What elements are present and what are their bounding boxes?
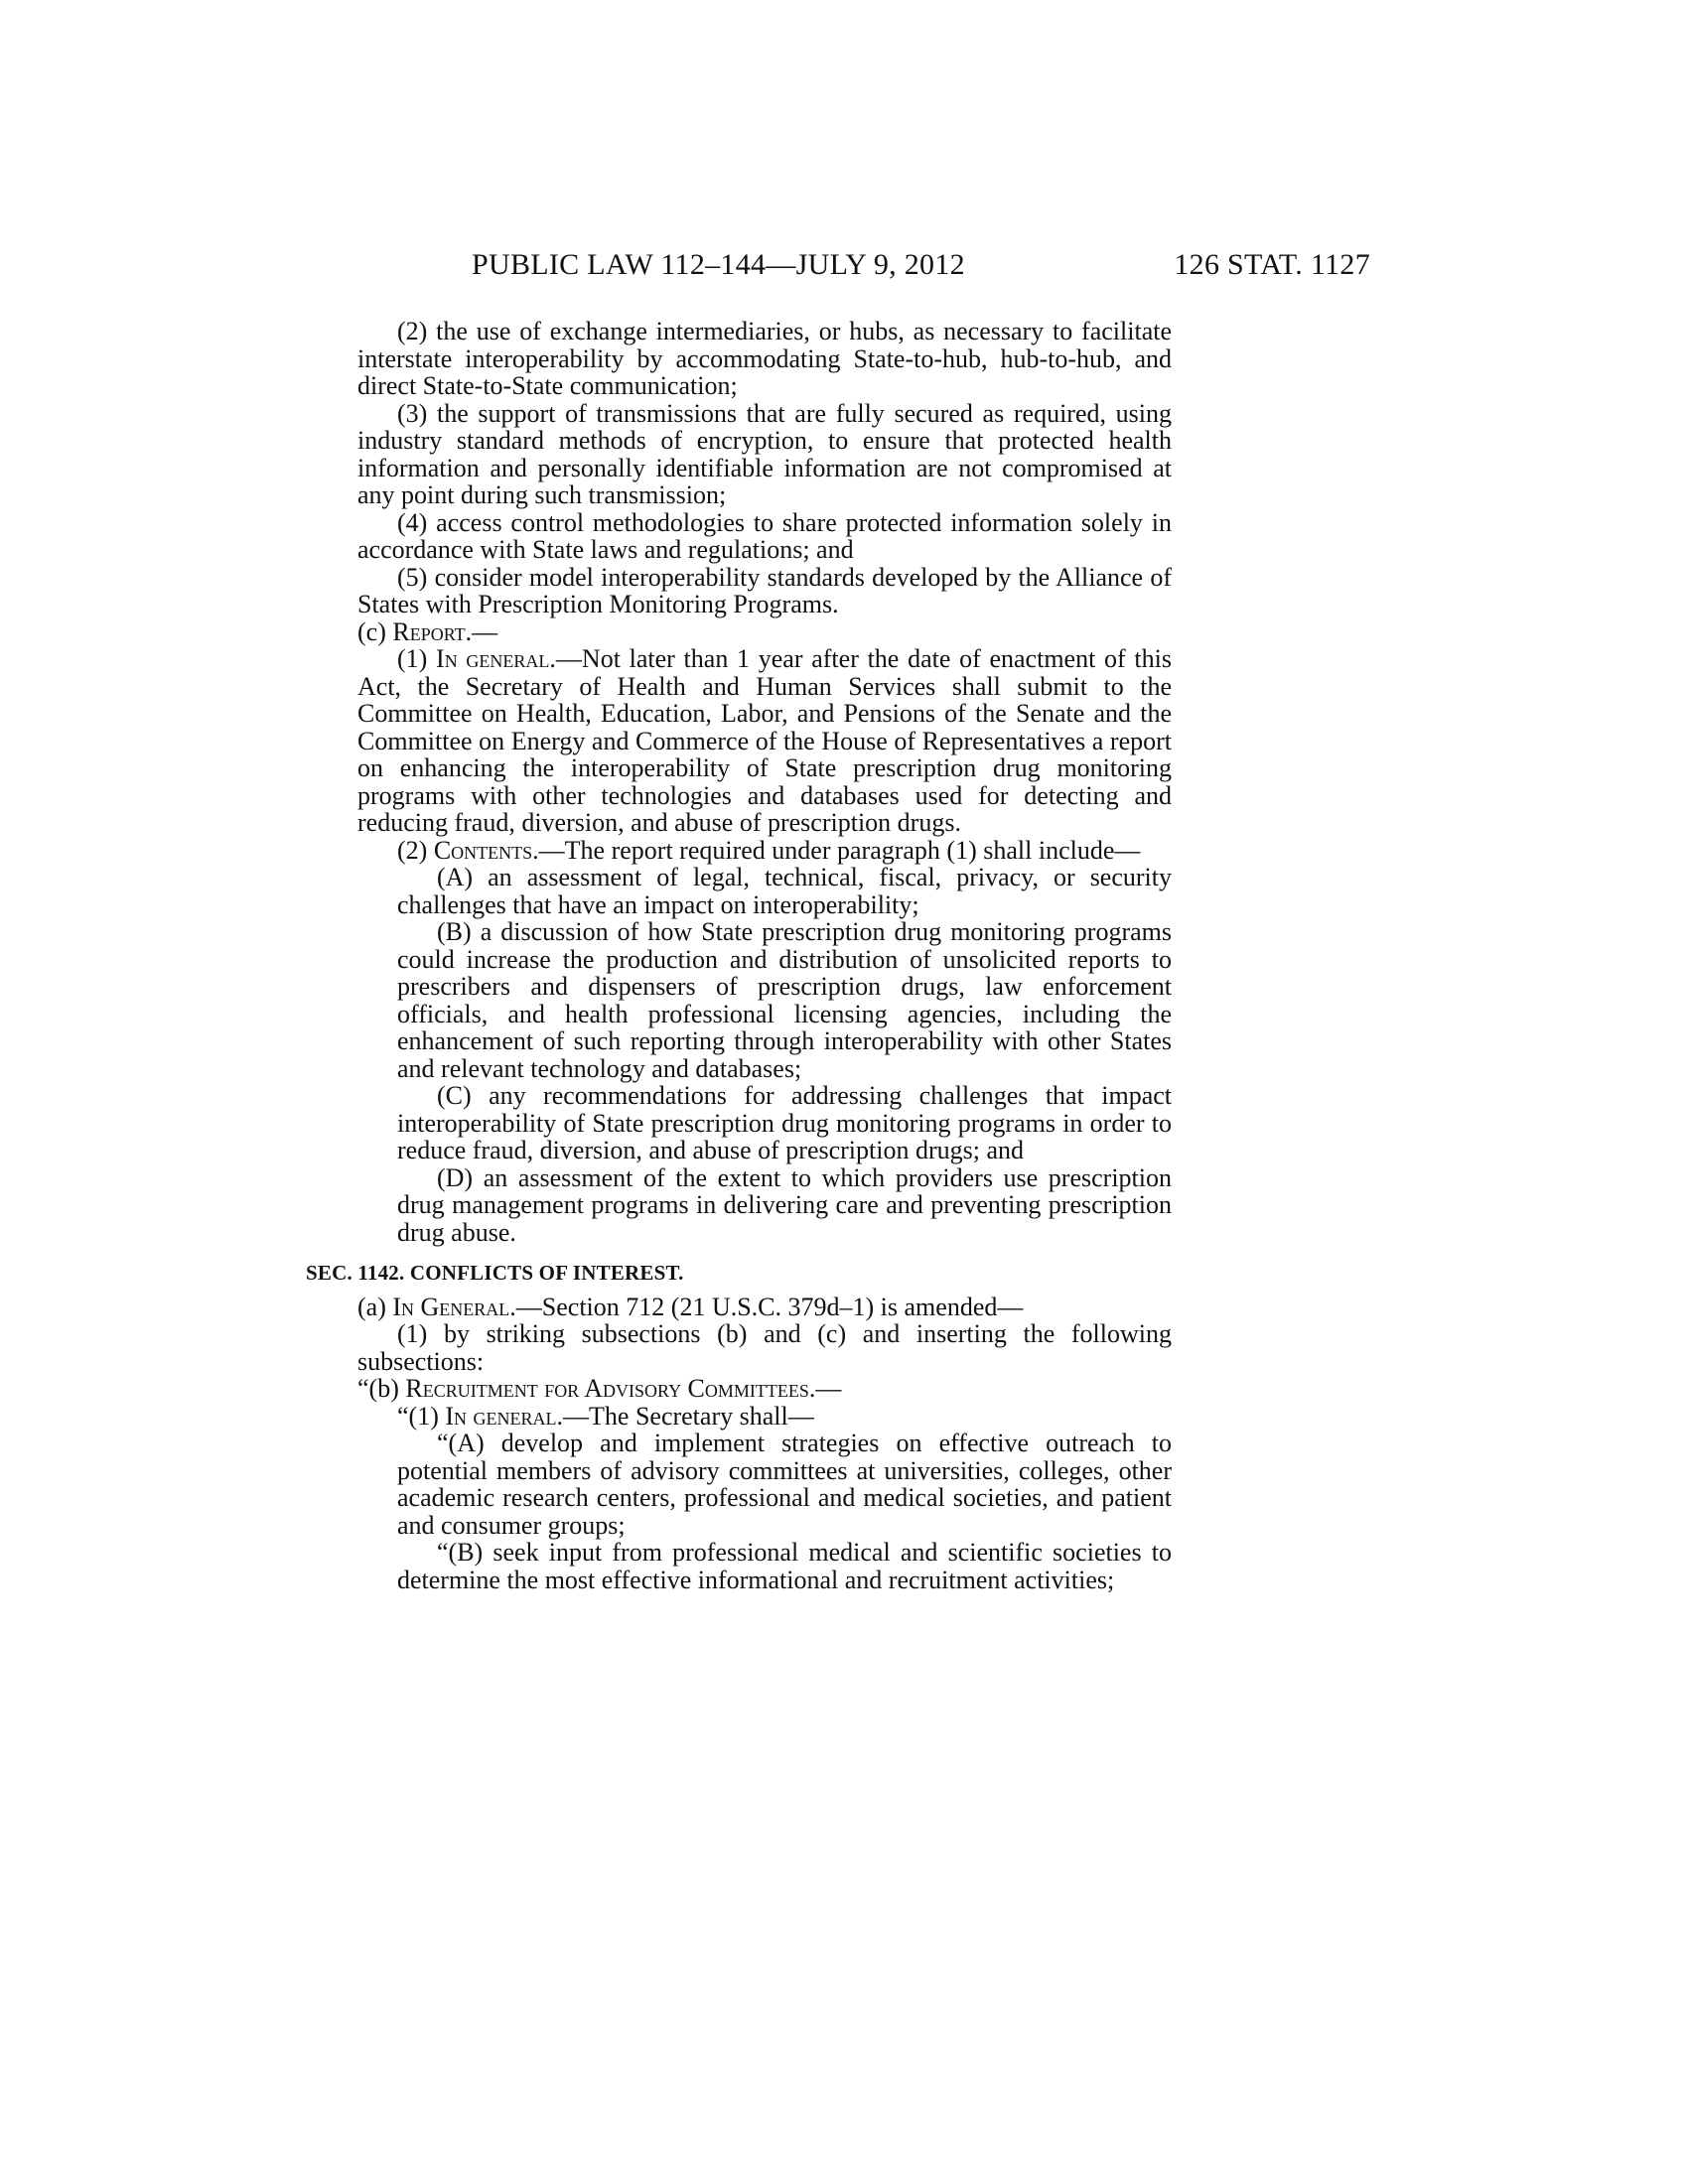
header-stat-page: 126 STAT. 1127 <box>1174 248 1370 281</box>
paragraph-cC: (C) any recommendations for addressing challenges that impact interoperability of State prescription drug monitoring programs in order to reduce fraud, diversion, and abuse of prescription drugs; and <box>397 1081 1172 1164</box>
subsection-b-title: Recruitment for Advisory Committees <box>405 1374 809 1403</box>
subsection-a-heading: In General <box>392 1292 510 1321</box>
subsection-b-dash: .— <box>808 1374 842 1403</box>
paragraph-bA: “(A) develop and implement strategies on effective outreach to potential members of advisory committees at universities, colleges, other academic research centers, professional and medical societies, and patient and consumer groups; <box>397 1429 1172 1540</box>
b1-heading: In general <box>445 1401 557 1431</box>
paragraph-2: (2) the use of exchange intermediaries, or hubs, as necessary to facilitate interstate interoperability by accommodating State-to-hub, hub-to-hub, and direct State-to-State communication; <box>357 317 1172 400</box>
paragraph-c1 <box>357 645 1172 837</box>
document-body <box>306 317 1172 1594</box>
subsection-a <box>357 1294 1172 1321</box>
section-heading: SEC. 1142. CONFLICTS OF INTEREST. <box>306 1261 684 1285</box>
c1-heading: In general <box>436 644 550 673</box>
c1-text: .—Not later than 1 year after the date of enactment of this Act, the Secretary of Health and Human Services shall submit to the Committee on Health, Education, Labor, and Pensions of the Senate and the Committee on Energy and Commerce of the House of Representatives a report on enhancing the interoperability of State prescription drug monitoring programs with other technologies and databases used for detecting and reducing fraud, diversion, and abuse of prescription drugs. <box>357 644 1172 837</box>
c2-text: .—The report required under paragraph (1) shall include— <box>532 835 1141 865</box>
subsection-c-label: (c) <box>357 616 393 646</box>
subsection-c-title: Report <box>392 616 466 646</box>
c1-number: (1) <box>397 644 437 673</box>
paragraph-c2 <box>357 837 1172 865</box>
paragraph-cD: (D) an assessment of the extent to which providers use prescription drug management programs in delivering care and preventing prescription drug abuse. <box>397 1162 1172 1247</box>
subsection-b-heading <box>357 1375 1172 1403</box>
header-title: PUBLIC LAW 112–144—JULY 9, 2012 <box>472 248 965 281</box>
b1-text: .—The Secretary shall— <box>556 1401 814 1431</box>
subsection-a-text: .—Section 712 (21 U.S.C. 379d–1) is amended— <box>509 1292 1024 1321</box>
subsection-b-label: “(b) <box>357 1374 406 1403</box>
running-header <box>357 248 1370 288</box>
paragraph-cA: (A) an assessment of legal, technical, fiscal, privacy, or security challenges that have an impact on interoperability; <box>397 863 1172 919</box>
paragraph-4: (4) access control methodologies to share protected information solely in accordance with State laws and regulations; and <box>357 507 1172 564</box>
subsection-a-label: (a) <box>357 1292 393 1321</box>
paragraph-3: (3) the support of transmissions that are fully secured as required, using industry standard methods of encryption, to ensure that protected health information and personally identifiable information are not compromised at any point during such transmission; <box>357 398 1172 509</box>
subsection-c-heading <box>357 618 1172 646</box>
subsection-c-dash: .— <box>465 616 498 646</box>
paragraph-cB: (B) a discussion of how State prescription drug monitoring programs could increase the production and distribution of unsolicited reports to prescribers and dispensers of prescription drugs, law enforcement officials, and health professional licensing agencies, including the enhancement of such reporting through interoperability with other States and relevant technology and databases; <box>397 917 1172 1083</box>
c2-number: (2) <box>397 835 434 865</box>
paragraph-a1: (1) by striking subsections (b) and (c) and inserting the following subsections: <box>357 1319 1172 1376</box>
b1-number: “(1) <box>397 1401 446 1431</box>
c2-heading: Contents <box>433 835 533 865</box>
paragraph-b1 <box>357 1403 1172 1431</box>
paragraph-bB: “(B) seek input from professional medical and scientific societies to determine the most effective informational and recruitment activities; <box>397 1538 1172 1594</box>
paragraph-5: (5) consider model interoperability standards developed by the Alliance of States with Prescription Monitoring Programs. <box>357 562 1172 618</box>
